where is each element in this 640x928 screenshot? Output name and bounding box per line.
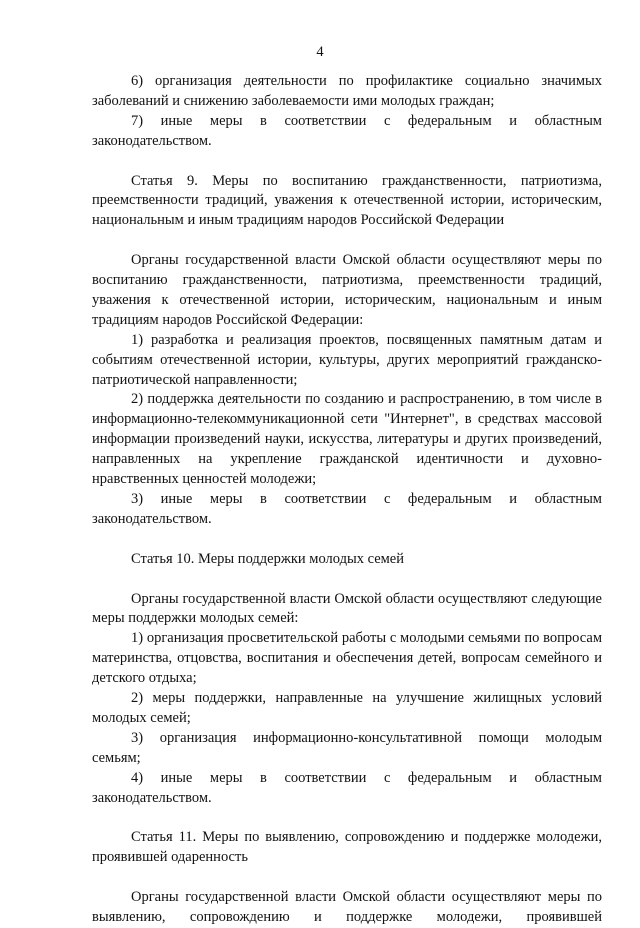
document-body (92, 72, 602, 928)
article-heading: Статья 9. Меры по воспитанию гражданственности, патриотизма, преемственности традиций, уважения к отечественной истории, историческим, национальным и иным традициям народов Российской Федерации (92, 172, 602, 229)
page-number: 4 (316, 44, 324, 60)
paragraph-gap (92, 808, 602, 828)
list-item: 1) организация просветительской работы с молодыми семьями по вопросам материнства, отцовства, воспитания и обеспечения детей, вопросам семейного и детского отдыха; (92, 630, 602, 687)
paragraph-gap (92, 231, 602, 251)
list-item: 3) организация информационно-консультативной помощи молодым семьям; (92, 729, 602, 766)
paragraph-gap (92, 152, 602, 172)
article-intro: Органы государственной власти Омской области осуществляют следующие меры поддержки молодых семей: (92, 590, 602, 627)
article-heading: Статья 11. Меры по выявлению, сопровождению и поддержке молодежи, проявившей одаренность (92, 829, 602, 866)
paragraph-gap (92, 530, 602, 550)
list-item: 4) иные меры в соответствии с федеральным и областным законодательством. (92, 769, 602, 806)
list-item: 7) иные меры в соответствии с федеральным и областным законодательством. (92, 112, 602, 149)
article-intro: Органы государственной власти Омской области осуществляют меры по выявлению, сопровождению и поддержке молодежи, проявившей (92, 889, 602, 925)
article-intro: Органы государственной власти Омской области осуществляют меры по воспитанию гражданственности, патриотизма, преемственности традиций, уважения к отечественной истории, историческим, национальным и иным традициям народов Российской Федерации: (92, 252, 602, 328)
paragraph-gap (92, 868, 602, 888)
list-item: 2) поддержка деятельности по созданию и распространению, в том числе в информационно-телекоммуникационной сети "Интернет", в средствах массовой информации произведений науки, искусства, литературы и других произведений, направленных на укрепление гражданской идентичности и духовно-нравственных ценностей молодежи; (92, 391, 602, 488)
article-heading: Статья 10. Меры поддержки молодых семей (131, 550, 405, 567)
list-item: 3) иные меры в соответствии с федеральным и областным законодательством. (92, 491, 602, 527)
paragraph-gap (92, 570, 602, 590)
list-item: 2) меры поддержки, направленные на улучшение жилищных условий молодых семей; (92, 690, 602, 726)
list-item: 1) разработка и реализация проектов, посвященных памятным датам и событиям отечественной истории, культуры, других мероприятий гражданско-патриотической направленности; (92, 331, 602, 388)
list-item: 6) организация деятельности по профилактике социально значимых заболеваний и снижению заболеваемости ими молодых граждан; (92, 73, 602, 109)
